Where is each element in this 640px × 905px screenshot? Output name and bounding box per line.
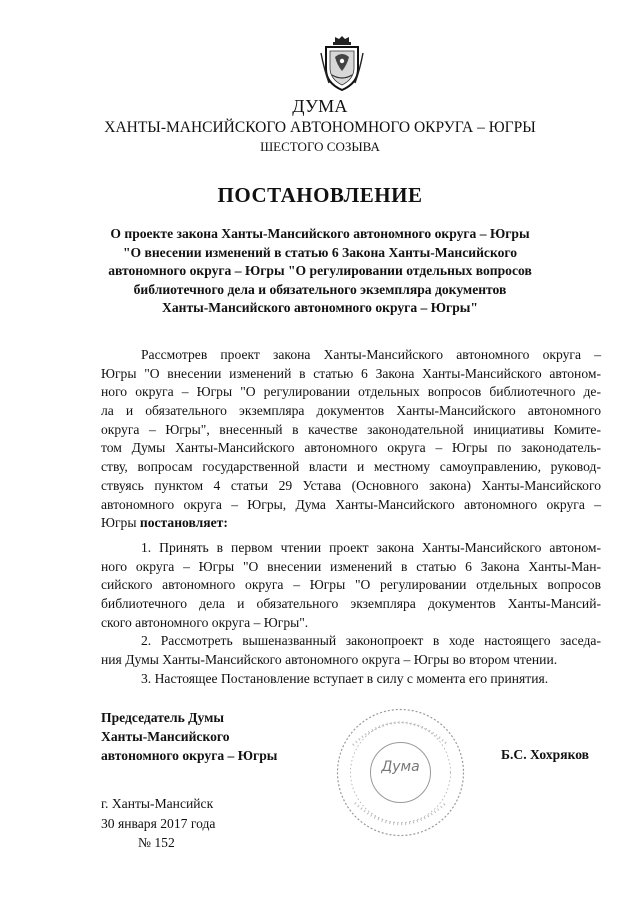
official-seal [333,705,468,840]
subject-line: О проекте закона Ханты-Мансийского автономного округа – Югры [110,226,530,241]
coat-of-arms-icon [320,33,364,93]
resolution-line: ния Думы Ханты-Мансийского автономного округа – Югры во втором чтении. [101,652,558,668]
resolution-line: 3. Настоящее Постановление вступает в силу с момента его принятия. [141,670,549,686]
preamble-line: том Думы Ханты-Мансийского автономного округа – Югры по законодатель- [101,440,601,456]
document-subject [90,225,550,318]
signatory-title [101,709,277,765]
org-name: ДУМА [292,96,348,116]
preamble-line: ного округа – Югры "О регулировании отдельных вопросов библиотечного де- [101,384,601,400]
resolution-line: 2. Рассмотреть вышеназванный законопроект в ходе настоящего заседа- [141,633,601,649]
preamble-line: автономного округа – Югры, Дума Ханты-Мансийского автономного округа – [101,496,601,512]
resolution-line: сийского автономного округа – Югры "О регулировании отдельных вопросов [101,577,601,593]
document-city: г. Ханты-Мансийск [101,796,214,811]
preamble-last-line [101,514,601,533]
subject-line: Ханты-Мансийского автономного округа – Югры" [162,300,478,316]
preamble-line: ла и обязательного экземпляра документов Ханты-Мансийского автономного [101,403,601,419]
subject-line: автономного округа – Югры "О регулировании отдельных вопросов [108,263,532,279]
preamble-line: ствуясь пунктом 4 статьи 29 Устава (Основного закона) Ханты-Мансийского [101,477,601,493]
preamble-line: Рассмотрев проект закона Ханты-Мансийского автономного округа – [141,347,601,362]
document-type-title: ПОСТАНОВЛЕНИЕ [217,183,423,207]
decision-word: постановляет: [139,515,228,531]
document-footer [101,794,215,853]
signatory-title-line: Ханты-Мансийского [101,728,230,744]
resolution-line: ного округа – Югры "О внесении изменений в статью 6 Закона Ханты-Ман- [101,558,601,574]
document-date: 30 января 2017 года [101,815,216,831]
preamble-paragraph [101,346,601,533]
resolution-line: библиотечного дела и обязательного экземпляра документов Ханты-Мансий- [101,596,601,612]
org-region: ХАНТЫ-МАНСИЙСКОГО АВТОНОМНОГО ОКРУГА – ЮГРЫ [104,119,536,136]
preamble-line-start: Югры [101,515,140,531]
resolution-items [101,539,601,689]
preamble-line: округа – Югры", внесенный в качестве законодательной инициативы Комите- [101,421,601,437]
preamble-line: ству, вопросам государственной власти и местному самоуправлению, руковод- [101,459,601,475]
resolution-line: 1. Принять в первом чтении проект закона Ханты-Мансийского автоном- [141,540,601,555]
seal-text: Дума [381,759,420,775]
signatory-title-line: Председатель Думы [101,710,225,725]
signatory-name: Б.С. Хохряков [501,747,590,762]
resolution-line: ского автономного округа – Югры". [101,614,309,630]
subject-line: "О внесении изменений в статью 6 Закона Ханты-Мансийского [122,244,518,260]
subject-line: библиотечного дела и обязательного экземпляра документов [133,281,507,297]
document-number: № 152 [138,835,175,850]
signatory-title-line: автономного округа – Югры [101,747,278,763]
org-convocation: ШЕСТОГО СОЗЫВА [260,139,380,154]
preamble-line: Югры "О внесении изменений в статью 6 Закона Ханты-Мансийского автоном- [101,365,601,381]
